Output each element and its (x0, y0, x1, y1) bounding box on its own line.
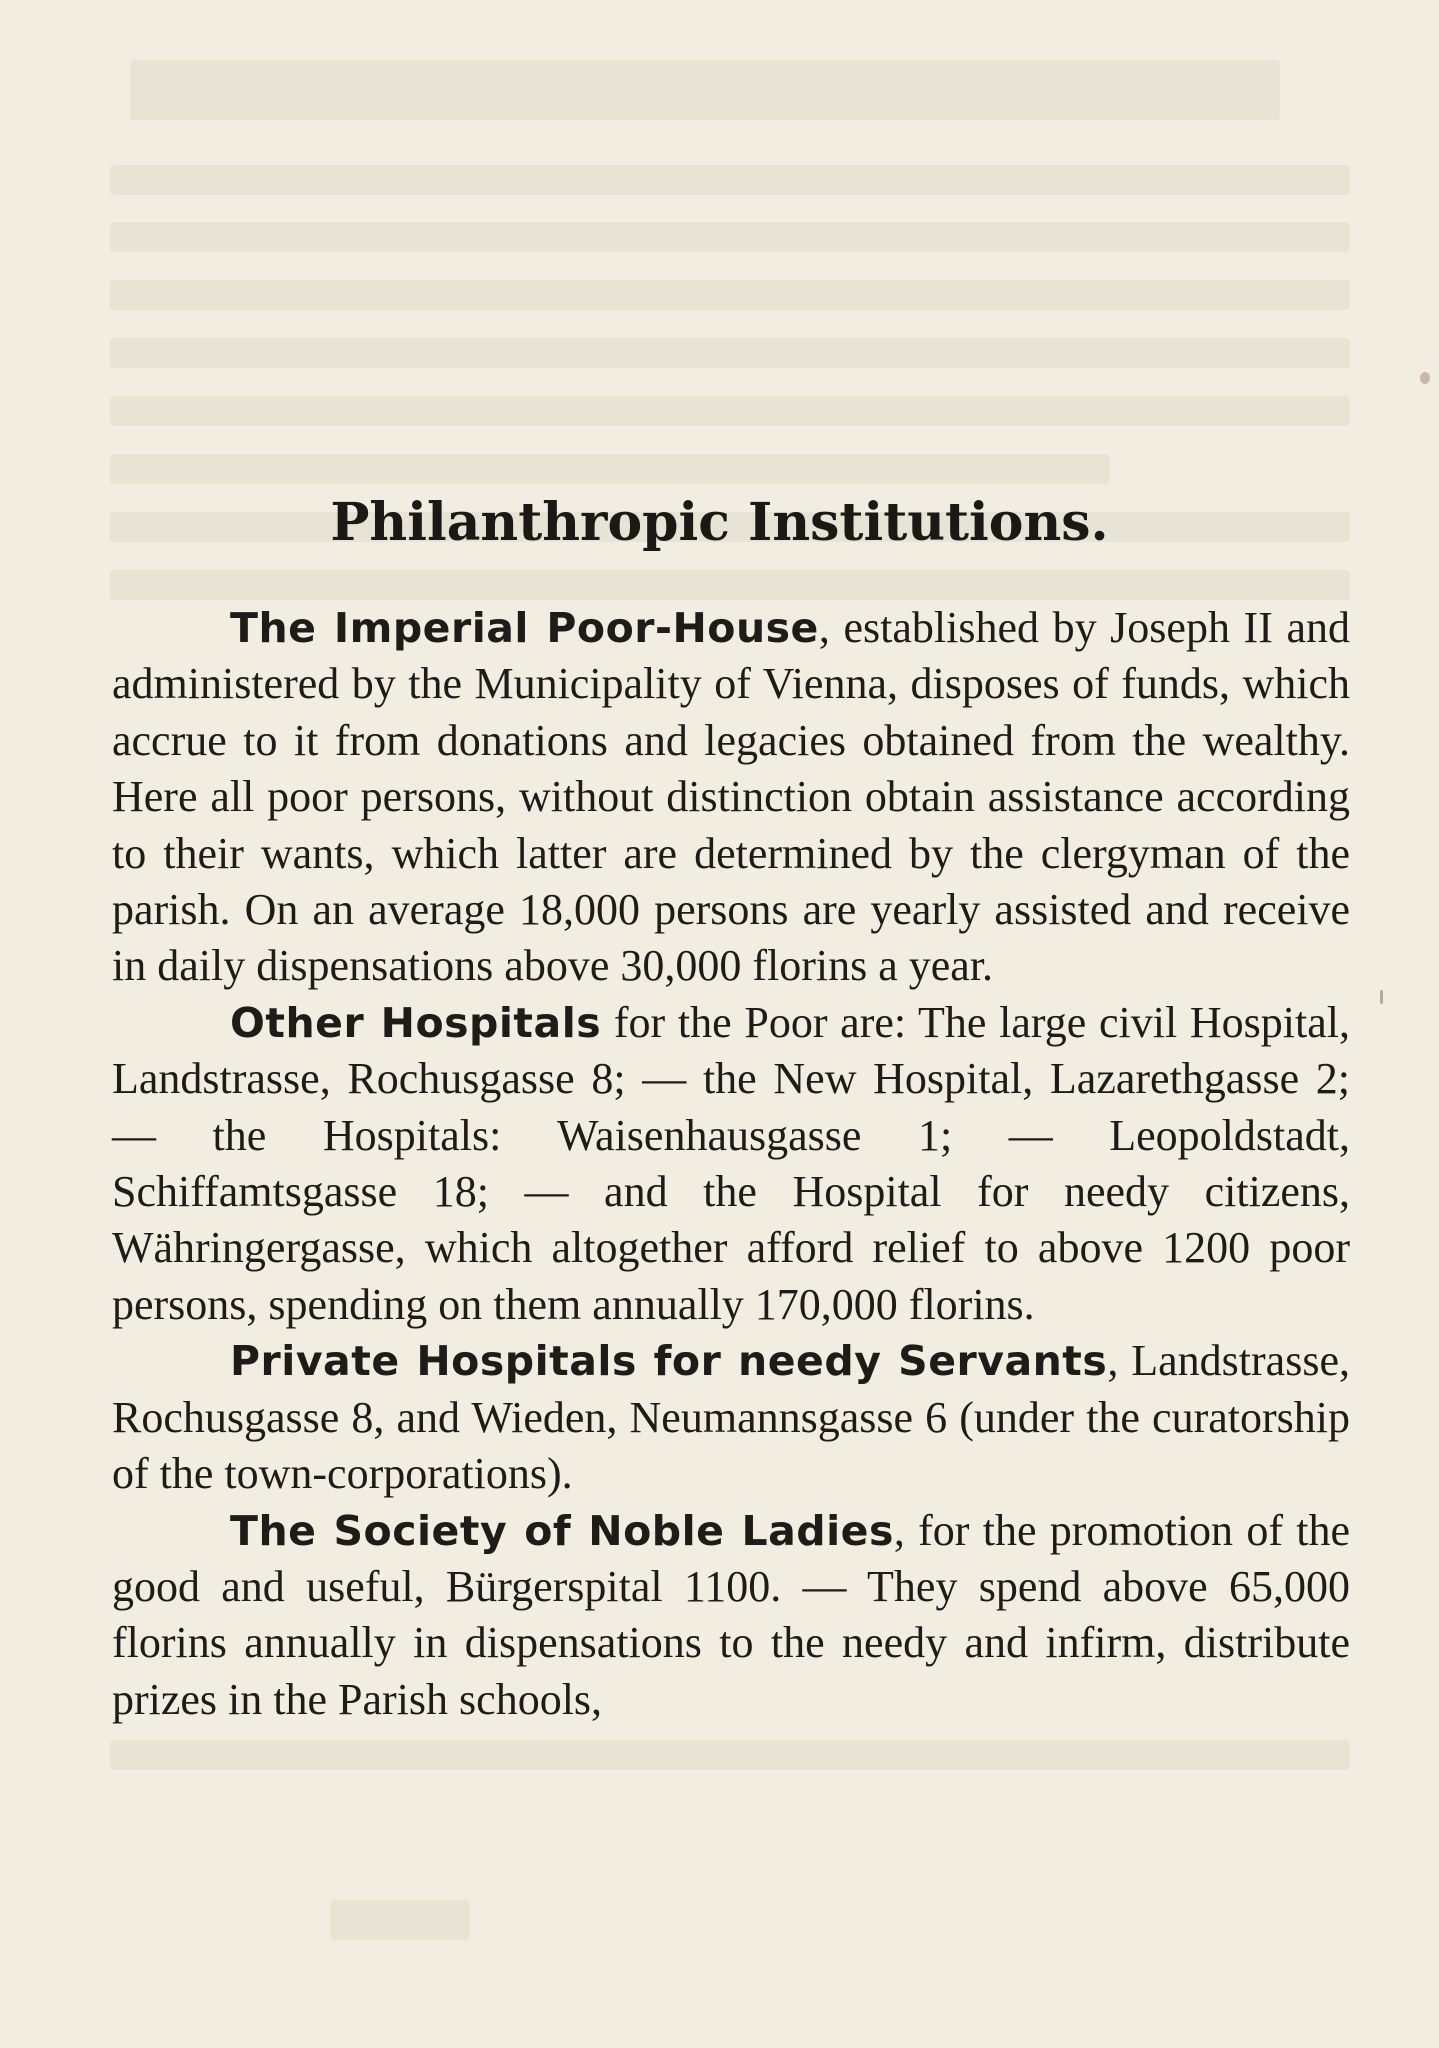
paragraph-noble-ladies (112, 1503, 1350, 1729)
paragraph-private-hospitals (112, 1333, 1350, 1502)
paper-mark (1380, 990, 1383, 1004)
paragraph-other-hospitals (112, 995, 1350, 1333)
paragraph-text: , for the promotion of the good and useful, Bürgerspital 1100. — They spend above 65,000 florins annually in dispensations to the needy and infirm, distribute prizes in the Parish schools, (112, 1505, 1350, 1724)
paragraph-lead: Private Hospitals for needy Servants (230, 1337, 1108, 1386)
paragraph-text: , established by Joseph II and administered by the Municipality of Vienna, disposes of funds, which accrue to it from donations and legacies obtained from the wealthy. Here all poor persons, without distinction obtain assistance according to their wants, which latter are determined by the clergyman of the parish. On an average 18,000 persons are yearly assisted and receive in daily dispensations above 30,000 florins a year. (112, 603, 1351, 991)
paper-stain (1420, 372, 1430, 384)
paragraph-text: for the Poor are: The large civil Hospital, Landstrasse, Rochusgasse 8; — the New Hospital, Lazarethgasse 2; — the Hospitals: Waisenhausgasse 1; — Leopoldstadt, Schiffamtsgasse 18; — and the Hospital for needy citizens, Währingergasse, which altogether afford relief to above 1200 poor persons, spending on them annually 170,000 florins. (112, 997, 1350, 1329)
paragraph-lead: The Society of Noble Ladies (230, 1506, 894, 1555)
paragraph-lead: The Imperial Poor-House (230, 604, 819, 652)
paragraph-text: , Landstrasse, Rochusgasse 8, and Wieden, Neumannsgasse 6 (under the curatorship of the town-corporations). (112, 1336, 1350, 1499)
body-text (112, 600, 1350, 1728)
paragraph-poor-house (112, 600, 1350, 995)
section-heading: Philanthropic Institutions. (330, 492, 1109, 553)
paragraph-lead: Other Hospitals (230, 998, 602, 1047)
